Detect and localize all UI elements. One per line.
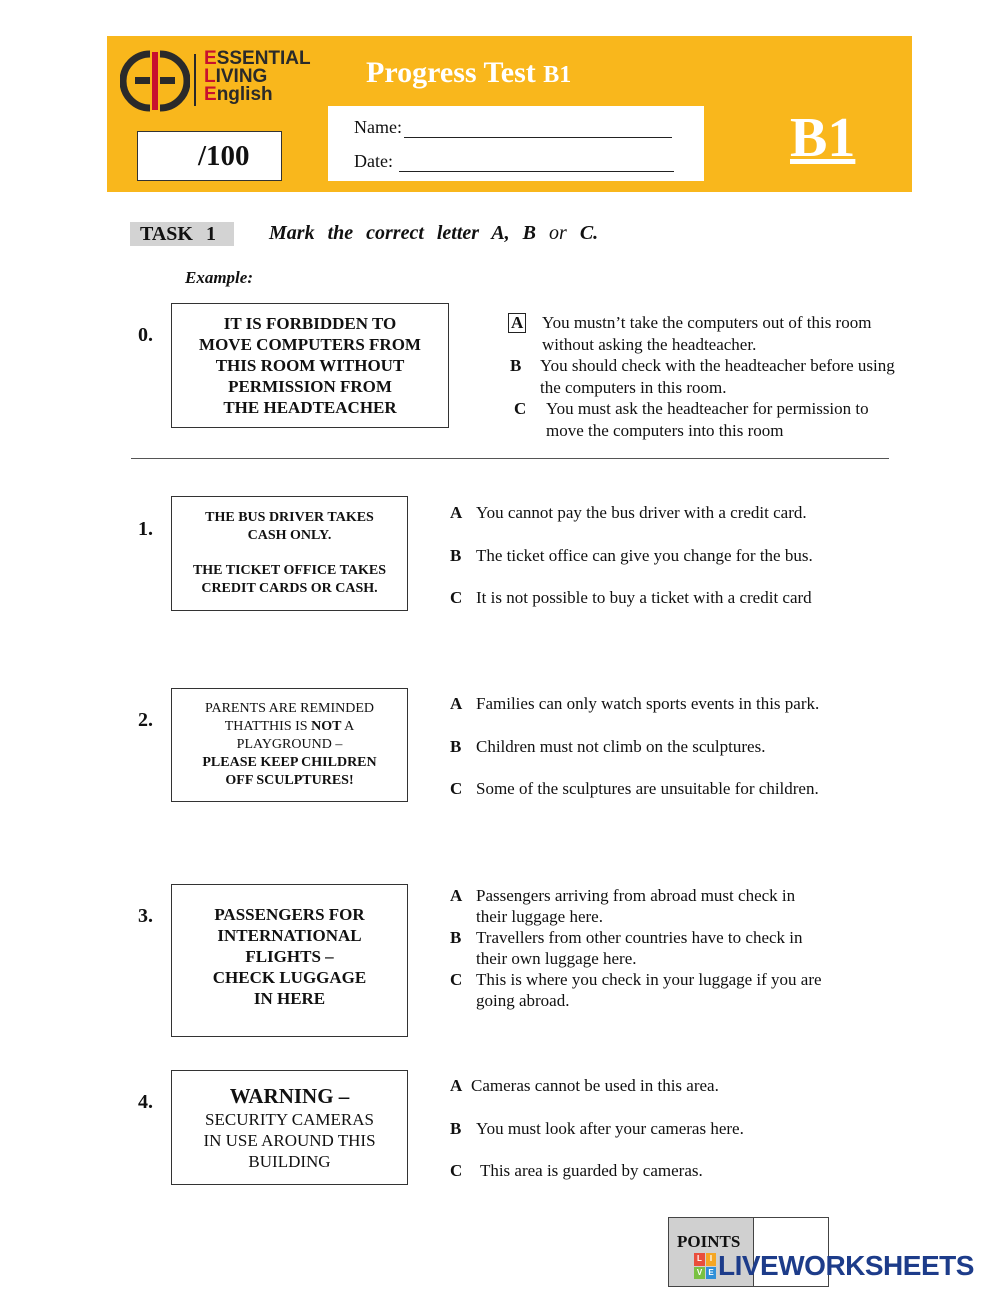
test-title: Progress Test B1: [366, 56, 572, 89]
option-a[interactable]: A Families can only watch sports events in this park.: [450, 694, 820, 713]
logo-text: ESSENTIAL LIVING English: [204, 48, 311, 105]
name-date-box: [328, 106, 704, 181]
notice-sign: WARNING – SECURITY CAMERAS IN USE AROUND THIS BUILDING: [171, 1070, 408, 1185]
option-c[interactable]: C You must ask the headteacher for permission to move the computers into this room: [514, 399, 869, 440]
selected-answer-marker: A: [508, 313, 526, 333]
option-a[interactable]: A Passengers arriving from abroad must check in their luggage here.: [450, 886, 796, 926]
liveworksheets-logo-icon: L I V E: [694, 1253, 716, 1279]
essential-living-english-logo-icon: [120, 50, 190, 112]
option-a[interactable]: A You mustn’t take the computers out of this room without asking the headteacher.: [508, 312, 898, 355]
question-number: 1.: [138, 518, 153, 540]
score-box[interactable]: [137, 131, 282, 181]
divider: [131, 458, 889, 459]
name-field[interactable]: [404, 122, 672, 138]
notice-sign: THE BUS DRIVER TAKES CASH ONLY. THE TICKET OFFICE TAKES CREDIT CARDS OR CASH.: [171, 496, 408, 611]
options-list: [450, 503, 870, 631]
option-c[interactable]: C Some of the sculptures are unsuitable for children.: [450, 779, 819, 798]
score-total: /100: [198, 140, 250, 172]
level-badge: B1: [790, 107, 856, 169]
option-b[interactable]: B Children must not climb on the sculptures.: [450, 736, 766, 756]
task-instruction: Mark the correct letter A, B or C.: [269, 222, 599, 244]
options-list: [450, 1076, 870, 1204]
question-number: 4.: [138, 1091, 153, 1113]
liveworksheets-watermark: L I V E LIVEWORKSHEETS: [694, 1250, 974, 1282]
logo-divider: [194, 54, 196, 106]
example-label: Example:: [185, 268, 253, 287]
option-b[interactable]: B You must look after your cameras here.: [450, 1118, 744, 1138]
notice-sign: IT IS FORBIDDEN TO MOVE COMPUTERS FROM THIS ROOM WITHOUT PERMISSION FROM THE HEADTEACHER: [171, 303, 449, 428]
options-list: [450, 885, 860, 1011]
points-label: POINTS: [669, 1218, 754, 1286]
option-a[interactable]: A You cannot pay the bus driver with a credit card.: [450, 503, 807, 522]
option-b[interactable]: B You should check with the headteacher before using the computers in this room.: [510, 356, 895, 397]
option-a[interactable]: A Cameras cannot be used in this area.: [450, 1076, 719, 1095]
option-c[interactable]: C It is not possible to buy a ticket with a credit card: [450, 588, 812, 607]
options-list: [508, 312, 898, 441]
date-label: Date:: [354, 151, 393, 171]
date-field[interactable]: [399, 156, 674, 172]
notice-sign: PARENTS ARE REMINDED THATTHIS IS NOT A PLAYGROUND – PLEASE KEEP CHILDREN OFF SCULPTURES!: [171, 688, 408, 802]
test-title-level: B1: [543, 62, 572, 88]
option-b[interactable]: B Travellers from other countries have to check in their own luggage here.: [450, 928, 803, 968]
question-number: 0.: [138, 324, 153, 346]
option-b[interactable]: B The ticket office can give you change for the bus.: [450, 545, 813, 565]
options-list: [450, 694, 870, 822]
name-label: Name:: [354, 117, 402, 137]
task-label: TASK 1: [130, 222, 234, 246]
notice-sign: PASSENGERS FOR INTERNATIONAL FLIGHTS – CHECK LUGGAGE IN HERE: [171, 884, 408, 1037]
question-number: 3.: [138, 905, 153, 927]
option-c[interactable]: C This area is guarded by cameras.: [450, 1161, 703, 1180]
question-number: 2.: [138, 709, 153, 731]
option-c[interactable]: C This is where you check in your luggage if you are going abroad.: [450, 970, 822, 1010]
